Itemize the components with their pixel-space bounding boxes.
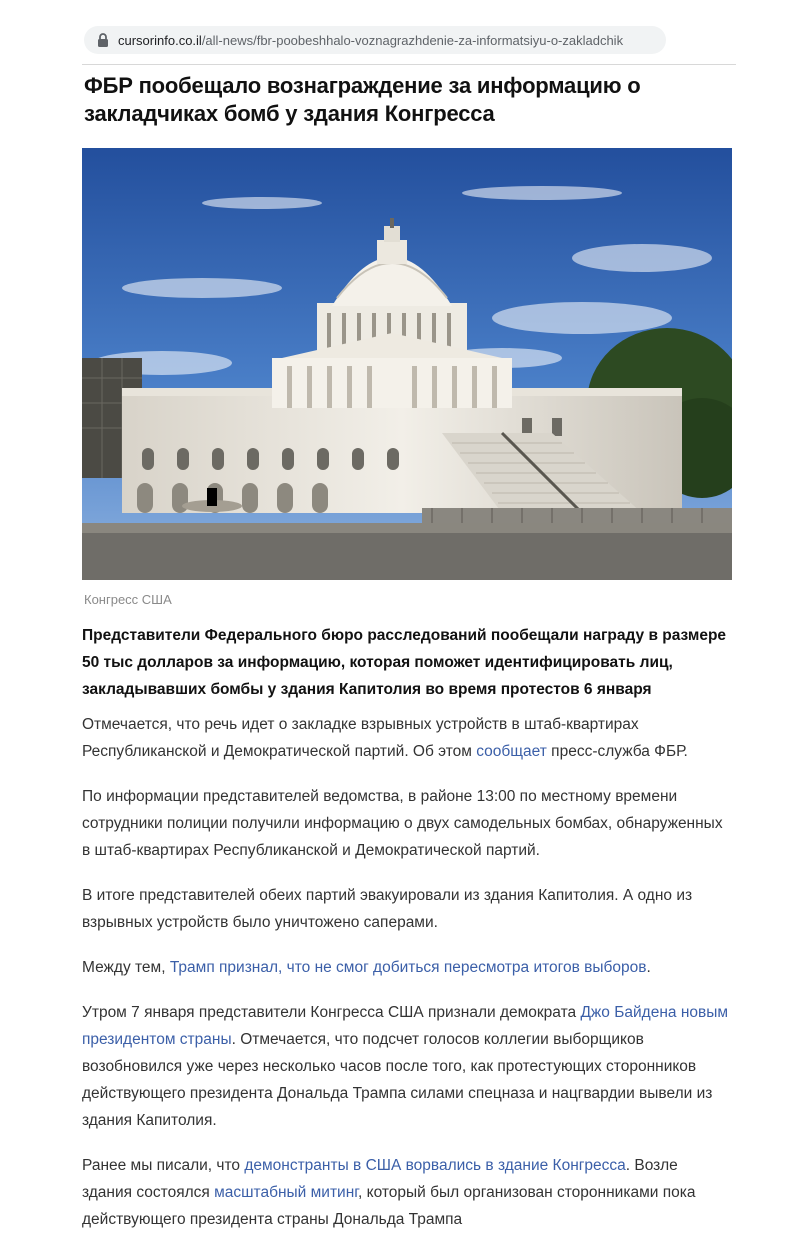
- paragraph-6: [82, 1152, 732, 1233]
- text: . Возле здания состоялся: [82, 1157, 678, 1201]
- url-domain: cursorinfo.co.il: [118, 32, 202, 48]
- link-trump[interactable]: Трамп признал, что не смог добиться пересмотра итогов выборов: [169, 959, 647, 976]
- paragraph-5: [82, 999, 732, 1134]
- paragraph-1: [82, 711, 732, 765]
- text: Между тем,: [82, 959, 170, 976]
- divider: [82, 64, 736, 65]
- article-image: [82, 148, 732, 580]
- text: , который был организован сторонниками пока действующего президента страны Дональда Трампа: [82, 1184, 696, 1228]
- text: . Отмечается, что подсчет голосов коллегии выборщиков возобновился уже через несколько часов после того, как протестующих сторонников действующего президента Дональда Трампа силами спецназа и нацгвардии вывели из здания Капитолия.: [82, 1031, 713, 1129]
- article-body: [82, 622, 732, 1251]
- text: Утром 7 января представители Конгресса США признали демократа: [82, 1004, 581, 1021]
- link-biden[interactable]: Джо Байдена новым президентом страны: [82, 1004, 729, 1048]
- paragraph-2: По информации представителей ведомства, в районе 13:00 по местному времени сотрудники полиции получили информацию о двух самодельных бомбах, обнаруженных в штаб-квартирах Республиканской и Демократической партий.: [82, 788, 723, 859]
- link-soobshchaet[interactable]: сообщает: [476, 743, 547, 760]
- link-demonstrators[interactable]: демонстранты в США ворвались в здание Конгресса: [244, 1157, 626, 1174]
- link-rally[interactable]: масштабный митинг: [214, 1184, 359, 1201]
- text: Отмечается, что речь идет о закладке взрывных устройств в штаб-квартирах Республиканской и Демократической партий. Об этом: [82, 716, 639, 760]
- address-bar[interactable]: [84, 26, 666, 54]
- text: Ранее мы писали, что: [82, 1157, 245, 1174]
- capitol-photo: [82, 148, 732, 580]
- url-path: /all-news/fbr-poobeshhalo-voznagrazhdenie-za-informatsiyu-o-zakladchik: [201, 32, 624, 48]
- paragraph-4: [82, 954, 732, 981]
- image-caption: Конгресс США: [84, 592, 172, 607]
- text: пресс-служба ФБР.: [546, 743, 688, 760]
- lock-icon: [94, 31, 112, 49]
- article-title: ФБР пообещало вознаграждение за информацию о закладчиках бомб у здания Конгресса: [84, 73, 641, 126]
- paragraph-3: В итоге представителей обеих партий эвакуировали из здания Капитолия. А одно из взрывных устройств было уничтожено саперами.: [82, 887, 693, 931]
- lead-paragraph: Представители Федерального бюро расследований пообещали награду в размере 50 тыс долларов за информацию, которая поможет идентифицировать лиц, закладывавших бомбы у здания Капитолия во время протестов 6 января: [82, 627, 727, 698]
- text: .: [646, 959, 651, 976]
